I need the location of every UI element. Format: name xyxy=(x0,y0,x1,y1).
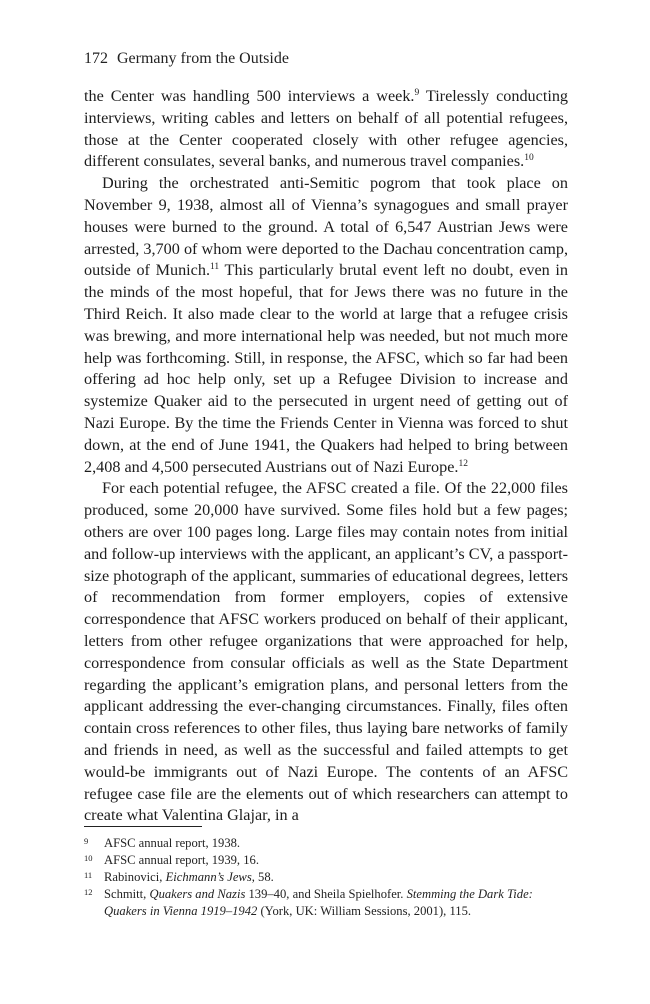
footnotes xyxy=(84,835,568,920)
paragraph-text: For each potential refugee, the AFSC created a file. Of the 22,000 files produced, some 20,000 have survived. Some files hold but a few pages; others are over 100 pages long. Large files may contain notes from initial and follow-up interviews with the applicant, an applicant’s CV, a passport-size photograph of the applicant, summaries of educational degrees, letters of recommendation from former employers, copies of extensive correspondence that AFSC workers produced on behalf of their applicant, letters from other refugee organizations that were approached for help, correspondence from consular officials as well as the State Department regarding the applicant’s emigration plans, and personal letters from the applicant addressing the ever-changing circumstances. Finally, files often contain cross references to other files, thus laying bare networks of family and friends in need, as well as the successful and failed attempts to get would-be immigrants out of Nazi Europe. The contents of an AFSC refugee case file are the elements out of which researchers can attempt to create what Valentina Glajar, in a xyxy=(84,479,568,825)
running-title: Germany from the Outside xyxy=(117,50,289,67)
footnote xyxy=(84,835,568,852)
page-number: 172 xyxy=(84,50,108,67)
footnote-text xyxy=(104,835,568,852)
footnote xyxy=(84,886,568,920)
footnote-number: 12 xyxy=(84,887,93,897)
footnote xyxy=(84,852,568,869)
paragraph-text: This particularly brutal event left no doubt, even in the minds of the most hopeful, that for Jews there was no future in the Third Reich. It also made clear to the world at large that a refugee crisis was brewing, and more international help was needed, but not much more help was forthcoming. Still, in response, the AFSC, which so far had been offering ad hoc help only, set up a Refugee Division to increase and systemize Quaker aid to the persecuted in urgent need of getting out of Nazi Europe. By the time the Friends Center in Vienna was forced to shut down, at the end of June 1941, the Quakers had helped to bring between 2,408 and 4,500 persecuted Austrians out of Nazi Europe. xyxy=(84,261,568,476)
footnote-text-part: AFSC annual report, 1938. xyxy=(104,836,241,850)
footnote-number: 10 xyxy=(84,853,93,863)
footnote-ref[interactable]: 12 xyxy=(458,458,468,469)
paragraph xyxy=(84,86,568,173)
footnote-title: Eichmann’s Jews xyxy=(165,870,252,884)
footnote-ref[interactable]: 9 xyxy=(414,88,420,98)
footnote-ref[interactable]: 10 xyxy=(524,153,534,164)
footnote-title: Quakers and Nazis xyxy=(149,887,246,901)
footnote-text-part: Schmitt, xyxy=(104,887,150,901)
footnote-text-part: , 58. xyxy=(251,870,274,884)
footnote-ref[interactable]: 11 xyxy=(210,262,220,273)
footnote-text-part: AFSC annual report, 1939, 16. xyxy=(104,853,259,867)
footnote-text xyxy=(104,852,568,869)
footnote-text-part: Rabinovici, xyxy=(104,870,166,884)
paragraph-text: During the orchestrated anti-Semitic pogrom that took place on November 9, 1938, almost all of Vienna’s synagogues and small prayer houses were burned to the ground. A total of 6,547 Austrian Jews were arrested, 3,700 of whom were deported to the Dachau concentration camp, outside of Munich. xyxy=(84,174,568,280)
paragraph xyxy=(84,478,568,827)
paragraph-text: the Center was handling 500 interviews a week. xyxy=(84,87,415,105)
paragraph xyxy=(84,173,568,478)
footnote xyxy=(84,869,568,886)
footnote-text xyxy=(104,886,568,920)
footnote-number: 9 xyxy=(84,836,89,846)
footnote-text-part: (York, UK: William Sessions, 2001), 115. xyxy=(257,904,472,918)
footnote-text-part: 139–40, and Sheila Spielhofer. xyxy=(245,887,407,901)
footnote-text xyxy=(104,869,568,886)
paragraph-text: Tirelessly conducting interviews, writing cables and letters on behalf of all potential refugees, those at the Center cooperated closely with other refugee agencies, different consulates, several banks, and numerous travel companies. xyxy=(84,87,569,171)
running-header xyxy=(84,50,289,68)
body-text xyxy=(84,86,568,827)
footnote-divider xyxy=(84,826,202,827)
footnote-number: 11 xyxy=(84,870,93,880)
footnote-title: Stemming the Dark Tide: Quakers in Vienna 1919–1942 xyxy=(104,887,533,918)
